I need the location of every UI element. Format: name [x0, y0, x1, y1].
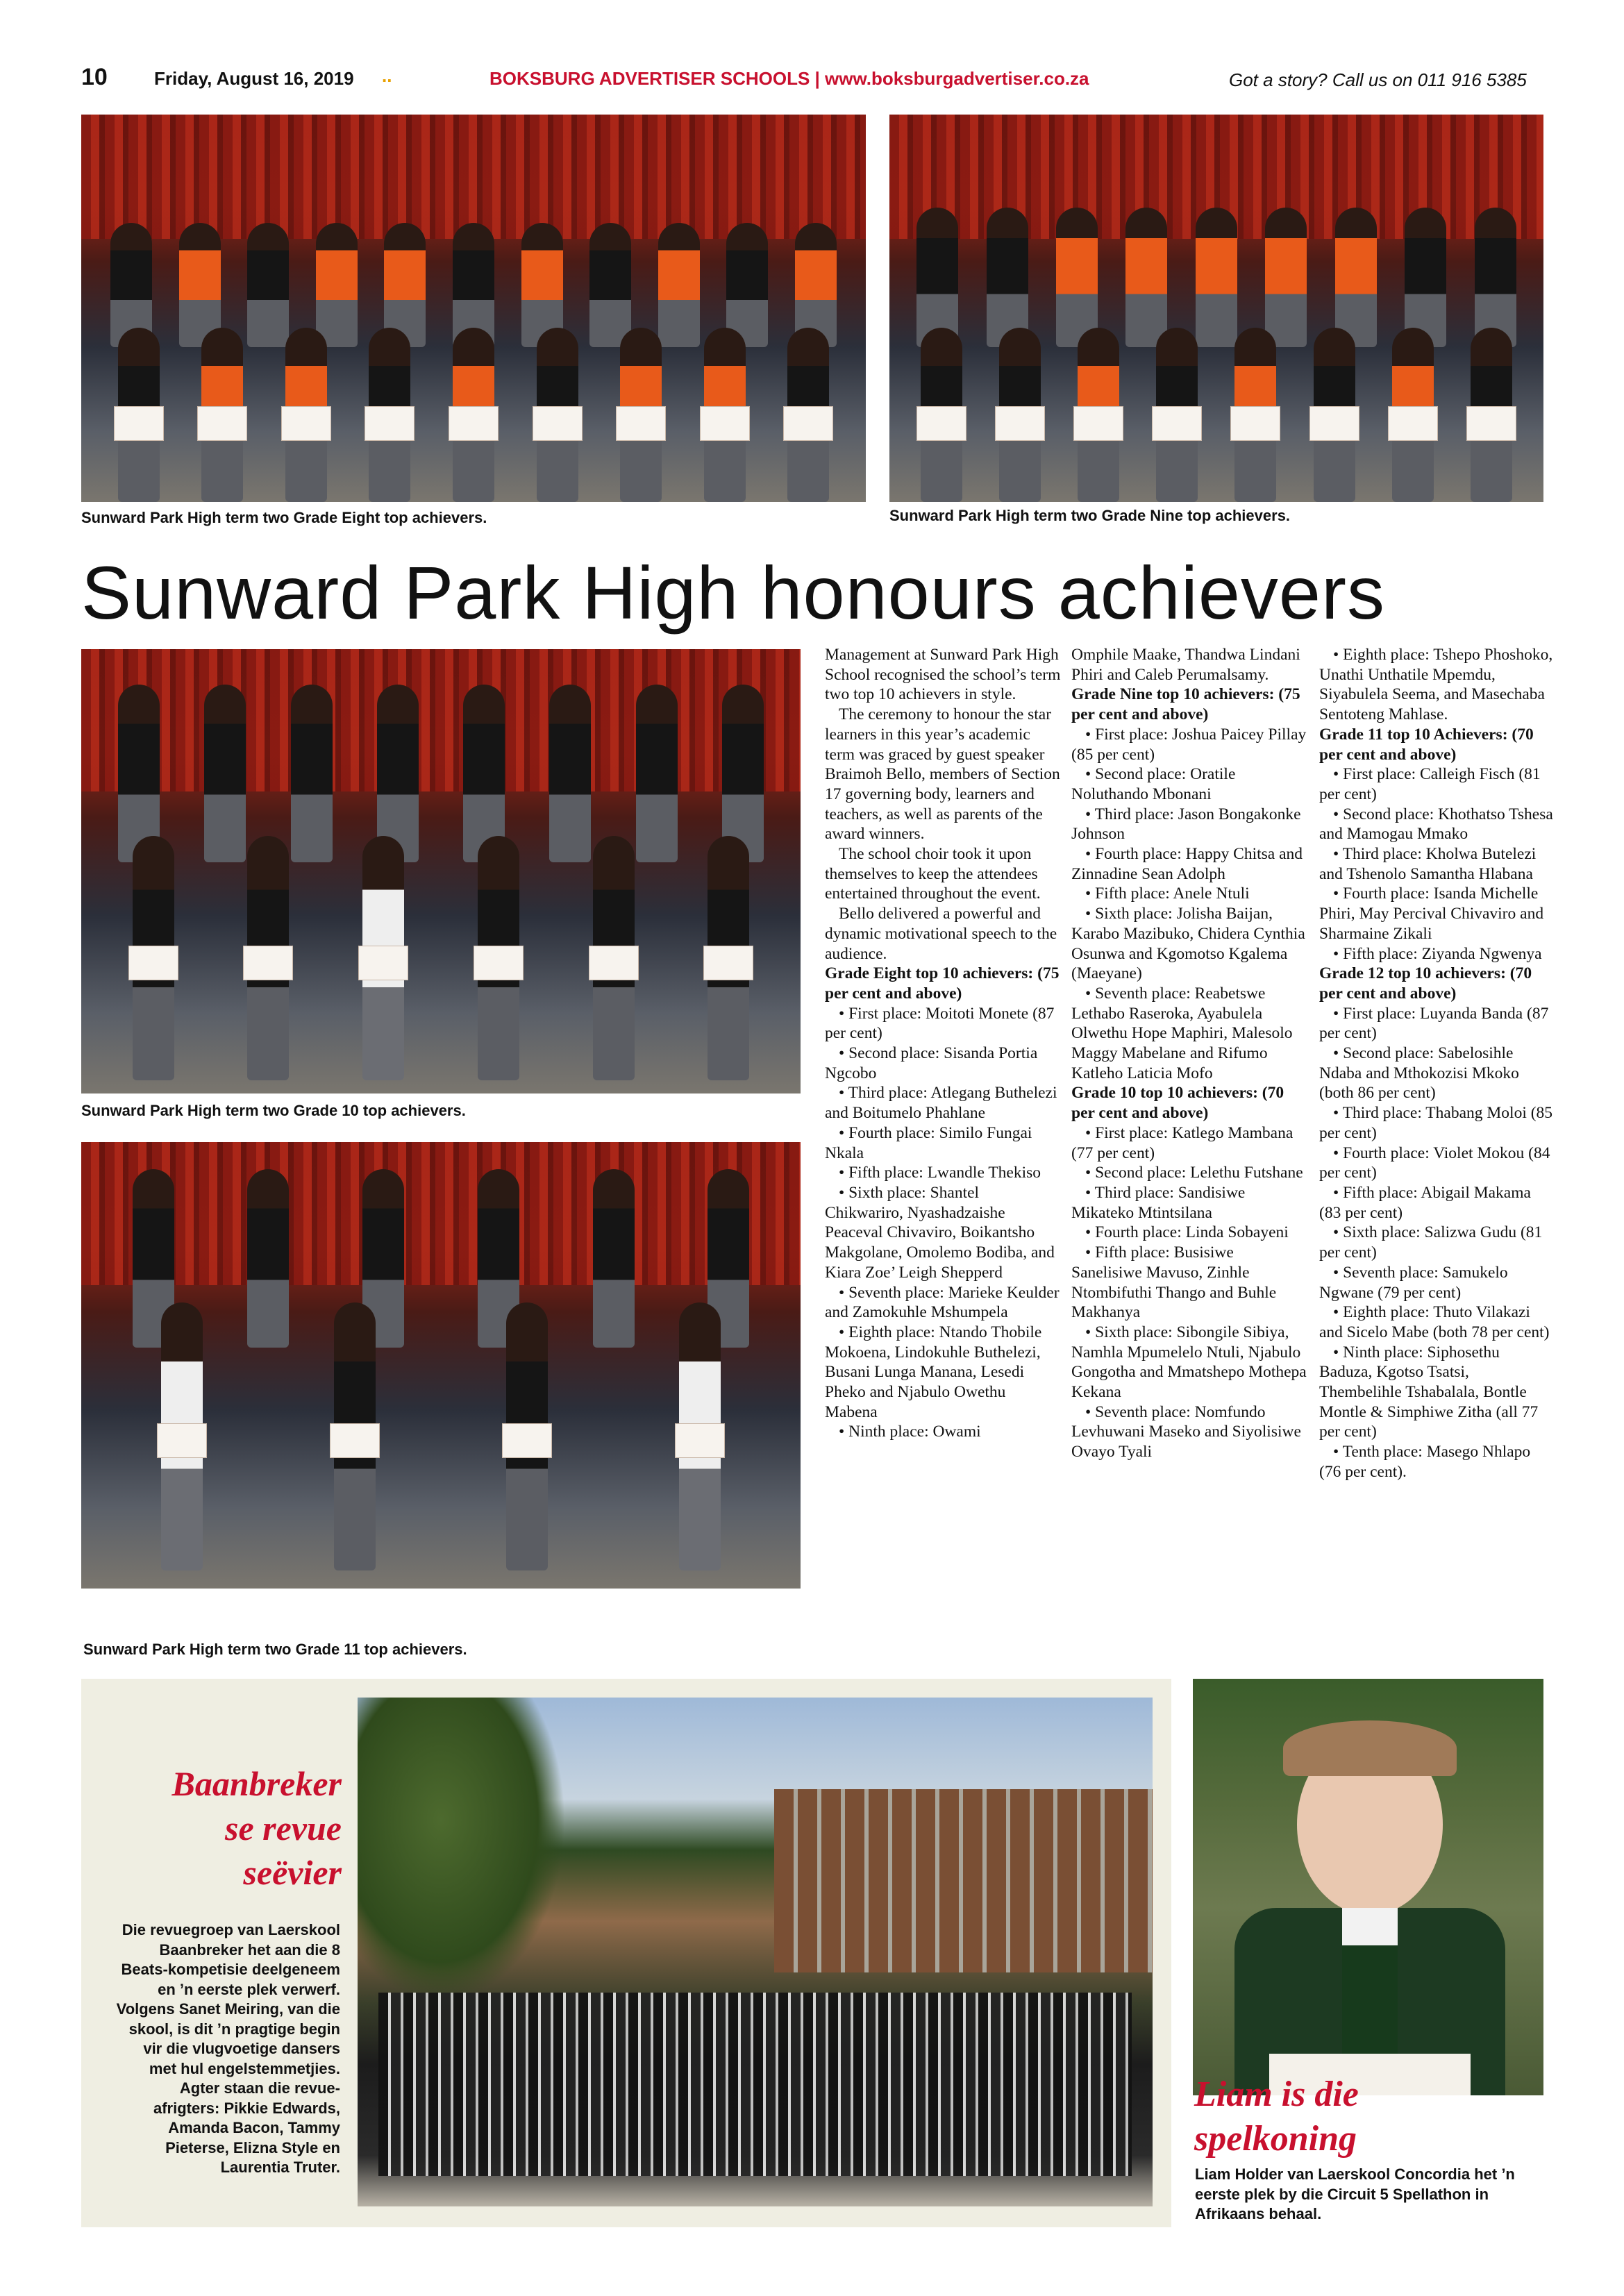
article-paragraph: • First place: Moitoti Monete (87 per cent): [825, 1004, 1055, 1043]
article-paragraph: • Eighth place: Tshepo Phoshoko, Unathi Unthatile Mpemdu, Siyabulela Seema, and Masechaba Sentoteng Mahlase.: [1319, 646, 1553, 724]
article-paragraph: • Third place: Sandisiwe Mikateko Mtintsilana: [1071, 1183, 1246, 1222]
article-paragraph: • Third place: Jason Bongakonke Johnson: [1071, 805, 1301, 844]
article-paragraph: • Fourth place: Violet Mokou (84 per cent): [1319, 1143, 1550, 1182]
revue-headline-line: seëvier: [243, 1853, 342, 1892]
grade8-caption: Sunward Park High term two Grade Eight top achievers.: [81, 509, 487, 526]
publication-name[interactable]: BOKSBURG ADVERTISER SCHOOLS | www.boksburgadvertiser.co.za: [489, 68, 1089, 89]
article-paragraph: • Eighth place: Thuto Vilakazi and Sicelo Mabe (both 78 per cent): [1319, 1303, 1550, 1341]
header-dots: ..: [382, 65, 392, 86]
article-paragraph: • Seventh place: Samukelo Ngwane (79 per cent): [1319, 1263, 1508, 1302]
grade9-caption: Sunward Park High term two Grade Nine top achievers.: [889, 507, 1291, 524]
article-paragraph: Bello delivered a powerful and dynamic motivational speech to the audience.: [825, 905, 1057, 963]
article-column-2: [1071, 645, 1307, 1462]
article-paragraph: • Third place: Kholwa Butelezi and Tshenolo Samantha Hlabana: [1319, 845, 1537, 883]
section-heading: Grade 10 top 10 achievers: (70 per cent and above): [1071, 1084, 1284, 1123]
page-number: 10: [81, 64, 108, 90]
article-paragraph: • Fifth place: Anele Ntuli: [1085, 885, 1250, 903]
section-heading: Grade Eight top 10 achievers: (75 per cent and above): [825, 964, 1060, 1003]
revue-photo: [358, 1698, 1153, 2206]
grade11-caption: Sunward Park High term two Grade 11 top achievers.: [83, 1641, 467, 1658]
article-paragraph: • Seventh place: Marieke Keulder and Zamokuhle Mshumpela: [825, 1283, 1060, 1322]
grade8-photo: [81, 115, 866, 502]
article-paragraph: • Sixth place: Jolisha Baijan, Karabo Mazibuko, Chidera Cynthia Osunwa and Kgomotso Kgalema (Maeyane): [1071, 905, 1305, 983]
article-paragraph: • Sixth place: Sibongile Sibiya, Namhla Mpumelelo Ntuli, Njabulo Gongotha and Mmatshepo Mothepa Kekana: [1071, 1323, 1307, 1402]
article-paragraph: • Fifth place: Ziyanda Ngwenya: [1333, 944, 1542, 963]
article-column-3: [1319, 645, 1555, 1482]
section-heading: Grade 11 top 10 Achievers: (70 per cent and above): [1319, 725, 1534, 764]
section-heading: Grade 12 top 10 achievers: (70 per cent and above): [1319, 964, 1532, 1003]
story-hotline: Got a story? Call us on 011 916 5385: [1229, 69, 1527, 90]
grade11-photo: [81, 1142, 801, 1589]
article-paragraph: • Fourth place: Isanda Michelle Phiri, May Percival Chivaviro and Sharmaine Zikali: [1319, 885, 1544, 943]
article-paragraph: • Second place: Sabelosihle Ndaba and Mthokozisi Mkoko (both 86 per cent): [1319, 1044, 1519, 1103]
revue-headline-line: Baanbreker: [171, 1764, 342, 1803]
article-paragraph: • Seventh place: Nomfundo Levhuwani Maseko and Siyolisiwe Ovayo Tyali: [1071, 1402, 1301, 1461]
article-paragraph: • Ninth place: Owami: [839, 1423, 981, 1441]
article-paragraph: • Second place: Lelethu Futshane: [1085, 1164, 1303, 1182]
grade10-photo: [81, 649, 801, 1093]
section-heading: Grade Nine top 10 achievers: (75 per cent and above): [1071, 685, 1300, 724]
article-paragraph: • Fifth place: Busisiwe Sanelisiwe Mavuso, Zinhle Ntombifuthi Thango and Buhle Makhanya: [1071, 1243, 1277, 1322]
article-paragraph: • First place: Calleigh Fisch (81 per cent): [1319, 765, 1541, 803]
article-paragraph: • Fourth place: Similo Fungai Nkala: [825, 1123, 1032, 1162]
headline: Sunward Park High honours achievers: [81, 551, 1385, 635]
grade10-caption: Sunward Park High term two Grade 10 top achievers.: [81, 1102, 466, 1119]
article-paragraph: • First place: Luyanda Banda (87 per cent): [1319, 1004, 1549, 1043]
liam-photo: [1193, 1679, 1543, 2095]
article-paragraph: • Second place: Khothatso Tshesa and Mamogau Mmako: [1319, 805, 1553, 844]
article-paragraph: • First place: Katlego Mambana (77 per cent): [1071, 1123, 1294, 1162]
article-column-1: [825, 645, 1061, 1442]
article-paragraph: • Fifth place: Lwandle Thekiso: [839, 1164, 1041, 1182]
article-paragraph: • Eighth place: Ntando Thobile Mokoena, Lindokuhle Buthelezi, Busani Lunga Manana, Lesedi Pheko and Njabulo Owethu Mabena: [825, 1323, 1042, 1421]
article-paragraph: The ceremony to honour the star learners in this year’s academic term was graced by guest speaker Braimoh Bello, members of Section 17 governing body, learners and teachers, as well as parents of the award winners.: [825, 705, 1060, 844]
article-paragraph: • Second place: Sisanda Portia Ngcobo: [825, 1044, 1038, 1082]
article-paragraph: • Ninth place: Siphosethu Baduza, Kgotso Tsatsi, Thembelihle Tshabalala, Bontle Montle & Simphiwe Zitha (all 77 per cent): [1319, 1343, 1539, 1441]
liam-headline-line: spelkoning: [1194, 2119, 1357, 2159]
liam-headline: [1194, 2072, 1359, 2161]
article-paragraph: • Fifth place: Abigail Makama (83 per cent): [1319, 1183, 1531, 1222]
liam-text: Liam Holder van Laerskool Concordia het ’n eerste plek by die Circuit 5 Spellathon in Afrikaans behaal.: [1195, 2165, 1515, 2222]
issue-date: Friday, August 16, 2019: [154, 68, 354, 89]
article-paragraph: • Sixth place: Salizwa Gudu (81 per cent): [1319, 1223, 1543, 1262]
grade9-photo: [889, 115, 1543, 502]
revue-blurb: Die revuegroep van Laerskool Baanbreker het aan die 8 Beats-kompetisie deelgeneem en ’n eerste plek verwerf. Volgens Sanet Meiring, van die skool, is dit ’n pragtige begin vir die vlugvoetige dansers met hul engelstemmetjies. Agter staan die revue-afrigters: Pikkie Edwards, Amanda Bacon, Tammy Pieterse, Elizna Style en Laurentia Truter.: [116, 1921, 340, 2176]
article-paragraph: • Tenth place: Masego Nhlapo (76 per cent).: [1319, 1443, 1531, 1481]
revue-headline-line: se revue: [225, 1809, 342, 1847]
article-paragraph: The school choir took it upon themselves to keep the attendees entertained throughout the event.: [825, 845, 1041, 903]
article-paragraph: Omphile Maake, Thandwa Lindani Phiri and Caleb Perumalsamy.: [1071, 646, 1300, 684]
article-paragraph: • Third place: Atlegang Buthelezi and Boitumelo Phahlane: [825, 1084, 1057, 1123]
article-paragraph: • Fourth place: Happy Chitsa and Zinnadine Sean Adolph: [1071, 845, 1303, 883]
article-paragraph: • Seventh place: Reabetswe Lethabo Raseroka, Ayabulela Olwethu Hope Maphiri, Malesolo Maggy Mabelane and Rifumo Katleho Laticia Mofo: [1071, 984, 1293, 1082]
liam-headline-line: Liam is die: [1194, 2075, 1359, 2114]
article-paragraph: • Second place: Oratile Noluthando Mbonani: [1071, 765, 1236, 803]
article-paragraph: • Third place: Thabang Moloi (85 per cent): [1319, 1104, 1553, 1142]
article-paragraph: Management at Sunward Park High School recognised the school’s term two top 10 achievers in style.: [825, 646, 1061, 704]
revue-headline: [97, 1761, 342, 1895]
article-paragraph: • Fourth place: Linda Sobayeni: [1085, 1223, 1289, 1242]
article-paragraph: • First place: Joshua Paicey Pillay (85 per cent): [1071, 725, 1307, 764]
article-paragraph: • Sixth place: Shantel Chikwariro, Nyashadzaishe Peaceval Chivaviro, Boikantsho Makgolane, Omolemo Bodiba, and Kiara Zoe’ Leigh Shepperd: [825, 1183, 1055, 1282]
